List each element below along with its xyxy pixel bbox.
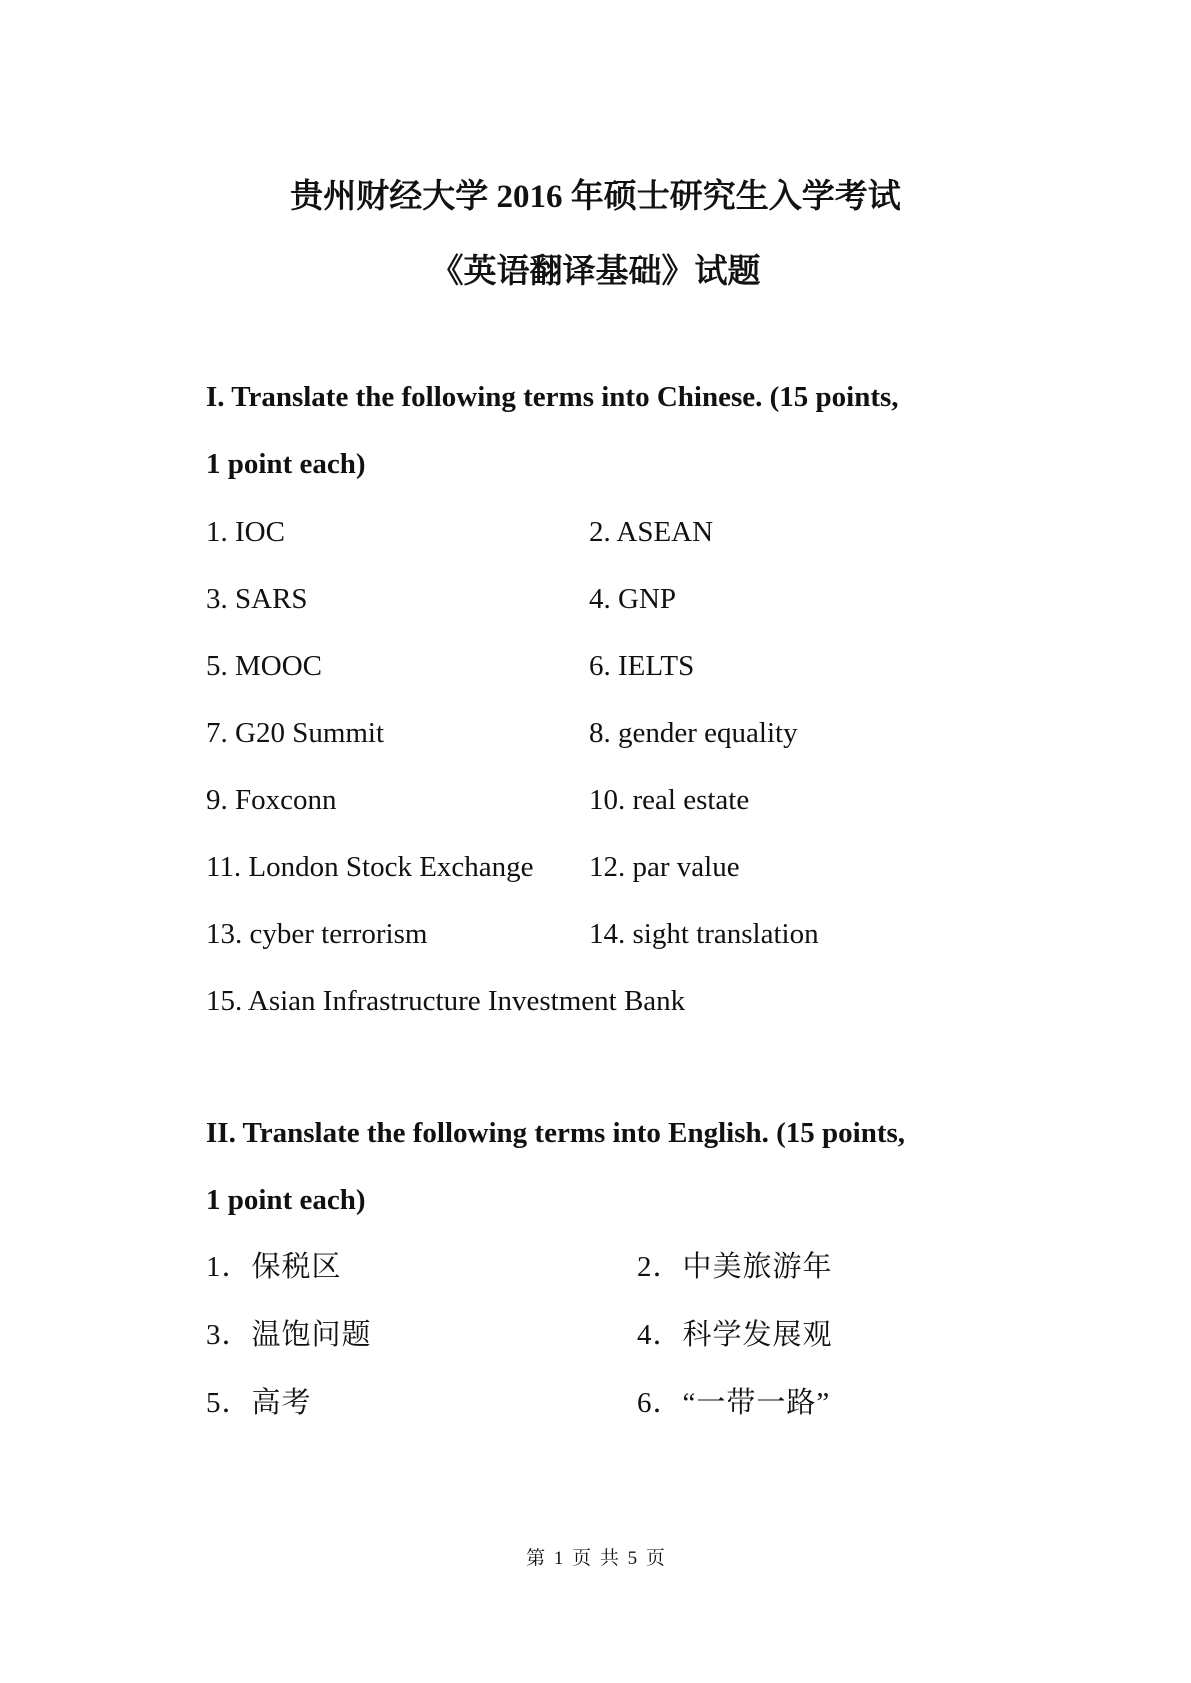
term-item: 4. GNP — [589, 583, 677, 615]
term-item: 3．温饱问题 — [206, 1319, 372, 1351]
term-item: 6. IELTS — [589, 650, 695, 682]
term-item: 2. ASEAN — [589, 516, 714, 548]
exam-title: 贵州财经大学 2016 年硕士研究生入学考试 — [290, 179, 901, 215]
term-item: 1．保税区 — [206, 1251, 342, 1283]
term-item: 1. IOC — [206, 516, 285, 548]
term-item: 15. Asian Infrastructure Investment Bank — [206, 985, 686, 1017]
term-item: 10. real estate — [589, 784, 750, 816]
term-item: 14. sight translation — [589, 918, 819, 950]
section-2-heading-cont: 1 point each) — [206, 1184, 366, 1216]
page-number: 第 1 页 共 5 页 — [526, 1548, 665, 1569]
term-item: 5．高考 — [206, 1387, 312, 1419]
term-item: 11. London Stock Exchange — [206, 851, 534, 883]
section-1-heading: I. Translate the following terms into Chinese. (15 points, — [206, 381, 899, 413]
term-item: 13. cyber terrorism — [206, 918, 428, 950]
term-item: 4．科学发展观 — [637, 1319, 833, 1351]
term-item: 5. MOOC — [206, 650, 323, 682]
term-item: 6．“一带一路” — [637, 1387, 831, 1419]
section-1-heading-cont: 1 point each) — [206, 448, 366, 480]
term-item: 2．中美旅游年 — [637, 1251, 833, 1283]
section-2-heading: II. Translate the following terms into English. (15 points, — [206, 1117, 906, 1149]
term-item: 9. Foxconn — [206, 784, 337, 816]
term-item: 7. G20 Summit — [206, 717, 385, 749]
term-item: 8. gender equality — [589, 717, 798, 749]
term-item: 3. SARS — [206, 583, 308, 615]
exam-subtitle: 《英语翻译基础》试题 — [430, 254, 761, 290]
term-item: 12. par value — [589, 851, 740, 883]
